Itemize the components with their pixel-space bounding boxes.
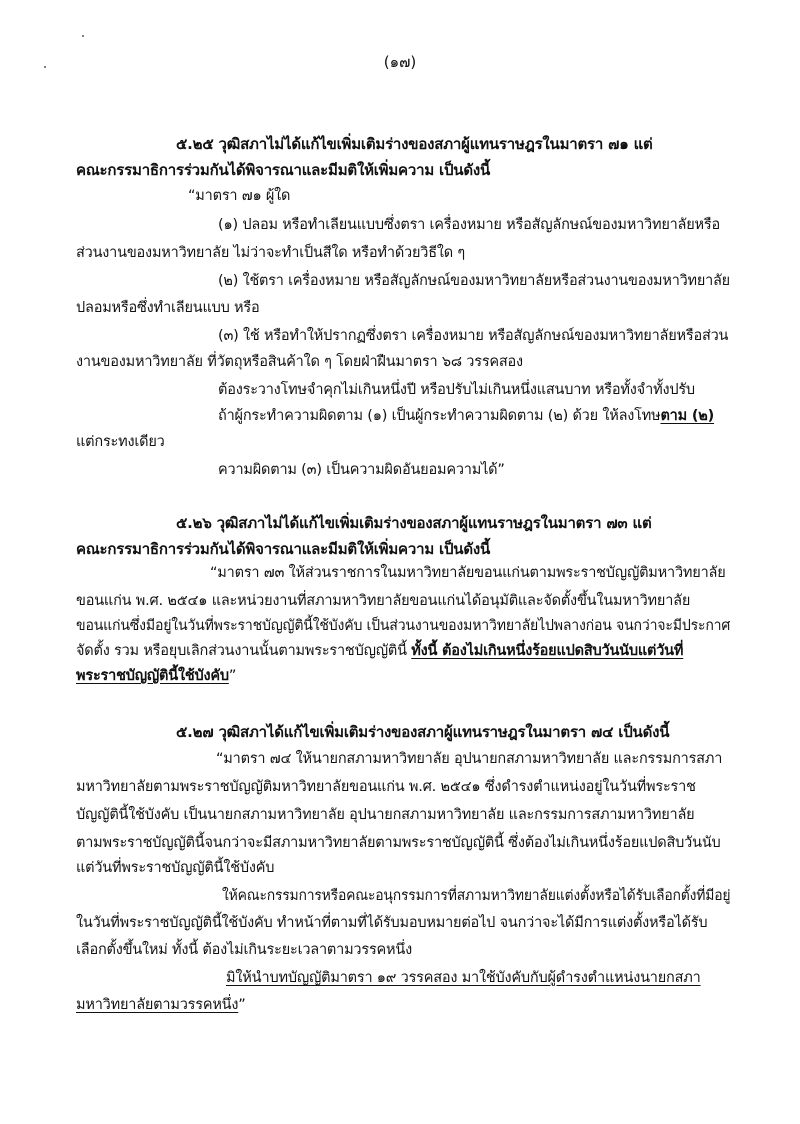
section-5-27-body-line [76, 995, 246, 1015]
section-5-27-body-line: ให้คณะกรรมการหรือคณะอนุกรรมการที่สภามหาวิทยาลัยแต่งตั้งหรือได้รับเลือกตั้งที่มีอยู่ [222, 888, 731, 904]
section-5-25-body-line: แต่กระทงเดียว [76, 434, 165, 450]
underlined-amendment: ทั้งนี้ ต้องไม่เกินหนึ่งร้อยแปดสิบวันนับแต่วันที่ [411, 643, 684, 659]
body-text: ถ้าผู้กระทำความผิดตาม (๑) เป็นผู้กระทำความผิดตาม (๒) ด้วย ให้ลงโทษ [218, 408, 661, 424]
section-5-27-body-line: มหาวิทยาลัยตามพระราชบัญญัติมหาวิทยาลัยขอนแก่น พ.ศ. ๒๕๔๑ ซึ่งดำรงตำแหน่งอยู่ในวันที่พระราช [76, 779, 696, 795]
scan-speck [82, 35, 84, 37]
section-5-25-body-line: ต้องระวางโทษจำคุกไม่เกินหนึ่งปี หรือปรับไม่เกินหนึ่งแสนบาท หรือทั้งจำทั้งปรับ [218, 382, 695, 398]
section-5-26-body-line: ขอนแก่นซึ่งมีอยู่ในวันที่พระราชบัญญัตินี้ใช้บังคับ เป็นส่วนงานของมหาวิทยาลัยไปพลางก่อน จนกว่าจะมีประกาศ [76, 618, 731, 634]
section-5-27-body-line: ในวันที่พระราชบัญญัตินี้ใช้บังคับ ทำหน้าที่ตามที่ได้รับมอบหมายต่อไป จนกว่าจะได้มีการแต่งตั้งหรือได้รับ [76, 915, 708, 931]
section-5-27-body-line: ตามพระราชบัญญัตินี้จนกว่าจะมีสภามหาวิทยาลัยตามพระราชบัญญัตินี้ ซึ่งต้องไม่เกินหนึ่งร้อยแปดสิบวันนับ [76, 835, 721, 851]
underlined-amendment: มิให้นำบทบัญญัติมาตรา ๑๙ วรรคสอง มาใช้บังคับกับผู้ดำรงตำแหน่งนายกสภา [226, 970, 701, 986]
body-text: จัดตั้ง รวม หรือยุบเลิกส่วนงานนั้นตามพระราชบัญญัตินี้ [76, 643, 412, 659]
section-5-25-body-line: ความผิดตาม (๓) เป็นความผิดอันยอมความได้” [218, 462, 505, 478]
section-5-27-body-line: บัญญัตินี้ใช้บังคับ เป็นนายกสภามหาวิทยาลัย อุปนายกสภามหาวิทยาลัย และกรรมการสภามหาวิทยาลัย [76, 807, 695, 823]
section-5-25-body-line: (๓) ใช้ หรือทำให้ปรากฏซึ่งตรา เครื่องหมาย หรือสัญลักษณ์ของมหาวิทยาลัยหรือส่วน [218, 328, 729, 344]
section-5-25-body-line: งานของมหาวิทยาลัย ที่วัตถุหรือสินค้าใด ๆ โดยฝ่าฝืนมาตรา ๖๘ วรรคสอง [76, 354, 523, 370]
section-5-26-body-line [76, 666, 236, 686]
section-5-25-body-line [218, 406, 714, 426]
section-5-25-body-line: (๑) ปลอม หรือทำเลียนแบบซึ่งตรา เครื่องหมาย หรือสัญลักษณ์ของมหาวิทยาลัยหรือ [218, 217, 720, 233]
section-5-26-body-line: “มาตรา ๗๓ ให้ส่วนราชการในมหาวิทยาลัยขอนแก่นตามพระราชบัญญัติมหาวิทยาลัย [210, 565, 726, 581]
closing-quote: ” [228, 668, 237, 684]
underlined-amendment: พระราชบัญญัตินี้ใช้บังคับ [76, 668, 229, 684]
section-5-27-body-line: “มาตรา ๗๔ ให้นายกสภามหาวิทยาลัย อุปนายกสภามหาวิทยาลัย และกรรมการสภา [216, 751, 723, 767]
section-5-26-heading-line-1: ๕.๒๖ วุฒิสภาไม่ได้แก้ไขเพิ่มเติมร่างของสภาผู้แทนราษฎรในมาตรา ๗๓ แต่ [176, 514, 652, 532]
section-5-26-heading-line-2: คณะกรรมาธิการร่วมกันได้พิจารณาและมีมติให้เพิ่มความ เป็นดังนี้ [76, 540, 491, 558]
section-5-25-body-line: “มาตรา ๗๑ ผู้ใด [188, 188, 291, 204]
underlined-amendment: มหาวิทยาลัยตามวรรคหนึ่ง [76, 997, 239, 1013]
closing-quote: ” [238, 997, 246, 1013]
section-5-26-body-line [76, 641, 683, 661]
section-5-27-body-line: เลือกตั้งขึ้นใหม่ ทั้งนี้ ต้องไม่เกินระยะเวลาตามวรรคหนึ่ง [76, 942, 412, 958]
underlined-amendment: ตาม (๒) [660, 408, 715, 424]
section-5-25-body-line: ปลอมหรือซึ่งทำเลียนแบบ หรือ [76, 300, 260, 316]
section-5-27-heading: ๕.๒๗ วุฒิสภาได้แก้ไขเพิ่มเติมร่างของสภาผู้แทนราษฎรในมาตรา ๗๔ เป็นดังนี้ [176, 723, 670, 741]
section-5-25-body-line: ส่วนงานของมหาวิทยาลัย ไม่ว่าจะทำเป็นสีใด หรือทำด้วยวิธีใด ๆ [76, 245, 465, 261]
section-5-27-body-line [226, 968, 701, 988]
section-5-26-body-line: ขอนแก่น พ.ศ. ๒๕๔๑ และหน่วยงานที่สภามหาวิทยาลัยขอนแก่นได้อนุมัติและจัดตั้งขึ้นในมหาวิทยาลัย [76, 593, 691, 609]
section-5-25-body-line: (๒) ใช้ตรา เครื่องหมาย หรือสัญลักษณ์ของมหาวิทยาลัยหรือส่วนงานของมหาวิทยาลัย [218, 273, 730, 289]
section-5-25-heading-line-2: คณะกรรมาธิการร่วมกันได้พิจารณาและมีมติให้เพิ่มความ เป็นดังนี้ [76, 161, 491, 179]
page-number: (๑๗) [383, 53, 417, 71]
section-5-25-heading-line-1: ๕.๒๕ วุฒิสภาไม่ได้แก้ไขเพิ่มเติมร่างของสภาผู้แทนราษฎรในมาตรา ๗๑ แต่ [176, 135, 653, 153]
section-5-27-body-line: แต่วันที่พระราชบัญญัตินี้ใช้บังคับ [76, 860, 275, 876]
